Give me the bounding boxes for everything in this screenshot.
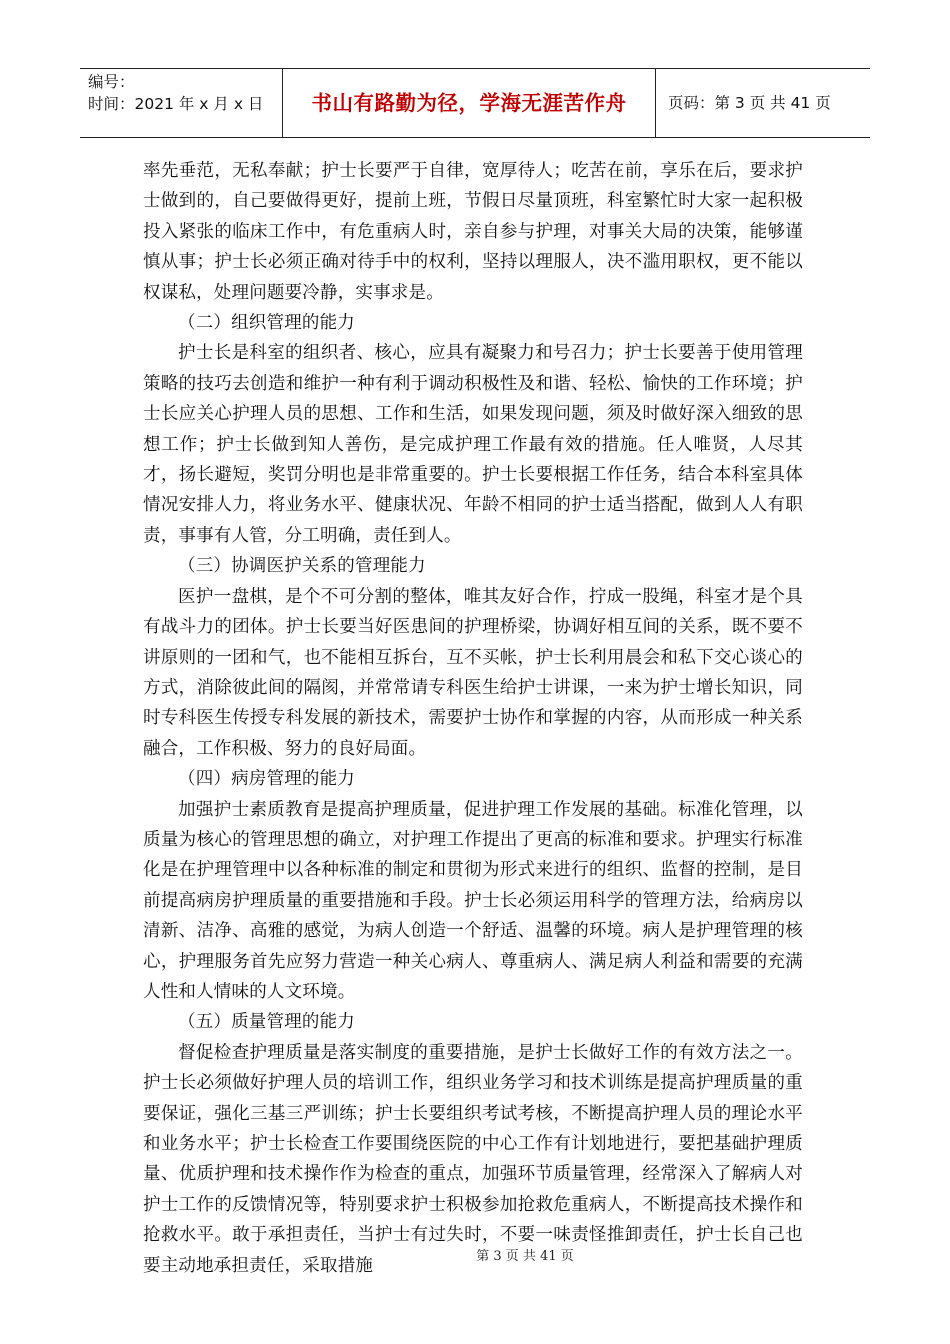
document-date: 时间：2021 年 x 月 x 日 (88, 95, 264, 113)
footer-page-number: 第 3 页 共 41 页 (476, 1249, 574, 1264)
body-paragraph: 护士长是科室的组织者、核心，应具有凝聚力和号召力；护士长要善于使用管理策略的技巧去创造和维护一种有利于调动积极性及和谐、轻松、愉快的工作环境；护士长应关心护理人员的思想、工作和生活，如果发现问题，须及时做好深入细致的思想工作；护士长做到知人善伤，是完成护理工作最有效的措施。任人唯贤，人尽其才，扬长避短，奖罚分明也是非常重要的。护士长要根据工作任务，结合本科室具体情况安排人力，将业务水平、健康状况、年龄不相同的护士适当搭配，做到人人有职责，事事有人管，分工明确，责任到人。 (143, 343, 803, 546)
header-meta (88, 71, 288, 135)
section-heading: （三）协调医护关系的管理能力 (178, 556, 426, 577)
header-divider (655, 69, 656, 137)
body-paragraph: 加强护士素质教育是提高护理质量，促进护理工作发展的基础。标准化管理，以质量为核心的管理思想的确立，对护理工作提出了更高的标准和要求。护理实行标准化是在护理管理中以各种标准的制定和贯彻为形式来进行的组织、监督的控制，是目前提高病房护理质量的重要措施和手段。护士长必须运用科学的管理方法，给病房以清新、洁净、高雅的感觉，为病人创造一个舒适、温馨的环境。病人是护理管理的核心，护理服务首先应努力营造一种关心病人、尊重病人、满足病人利益和需要的充满人性和人情味的人文环境。 (143, 799, 803, 1002)
document-number-label: 编号： (88, 73, 135, 91)
document-body (143, 156, 803, 1281)
body-paragraph: 督促检查护理质量是落实制度的重要措施，是护士长做好工作的有效方法之一。护士长必须做好护理人员的培训工作，组织业务学习和技术训练是提高护理质量的重要保证，强化三基三严训练；护士长要组织考试考核，不断提高护理人员的理论水平和业务水平；护士长检查工作要围绕医院的中心工作有计划地进行，要把基础护理质量、优质护理和技术操作作为检查的重点，加强环节质量管理，经常深入了解病人对护士工作的反馈情况等，特别要求护士积极参加抢救危重病人，不断提高技术操作和抢救水平。敢于承担责任，当护士有过失时，不要一味责怪推卸责任，护士长自己也要主动地承担责任，采取措施 (143, 1042, 803, 1276)
header-page-info: 页码：第 3 页 共 41 页 (668, 94, 831, 112)
body-paragraph: 率先垂范，无私奉献；护士长要严于自律，宽厚待人；吃苦在前，享乐在后，要求护士做到的，自己要做得更好，提前上班，节假日尽量顶班，科室繁忙时大家一起积极投入紧张的临床工作中，有危重病人时，亲自参与护理，对事关大局的决策，能够谨慎从事；护士长必须正确对待手中的权利，坚持以理服人，决不滥用职权，更不能以权谋私，处理问题要冷静，实事求是。 (143, 161, 803, 303)
document-header (80, 68, 870, 138)
section-heading: （四）病房管理的能力 (178, 769, 355, 790)
header-motto: 书山有路勤为径，学海无涯苦作舟 (311, 91, 627, 115)
page-footer (0, 1245, 950, 1264)
section-heading: （二）组织管理的能力 (178, 313, 355, 334)
section-heading: （五）质量管理的能力 (178, 1012, 355, 1033)
body-paragraph: 医护一盘棋，是个不可分割的整体，唯其友好合作，拧成一股绳，科室才是个具有战斗力的团体。护士长要当好医患间的护理桥梁，协调好相互间的关系，既不要不讲原则的一团和气，也不能相互拆台，互不买帐，护士长利用晨会和私下交心谈心的方式，消除彼此间的隔阂，并常常请专科医生给护士讲课，一来为护士增长知识，同时专科医生传授专科发展的新技术，需要护士协作和掌握的内容，从而形成一种关系融合，工作积极、努力的良好局面。 (143, 586, 803, 759)
